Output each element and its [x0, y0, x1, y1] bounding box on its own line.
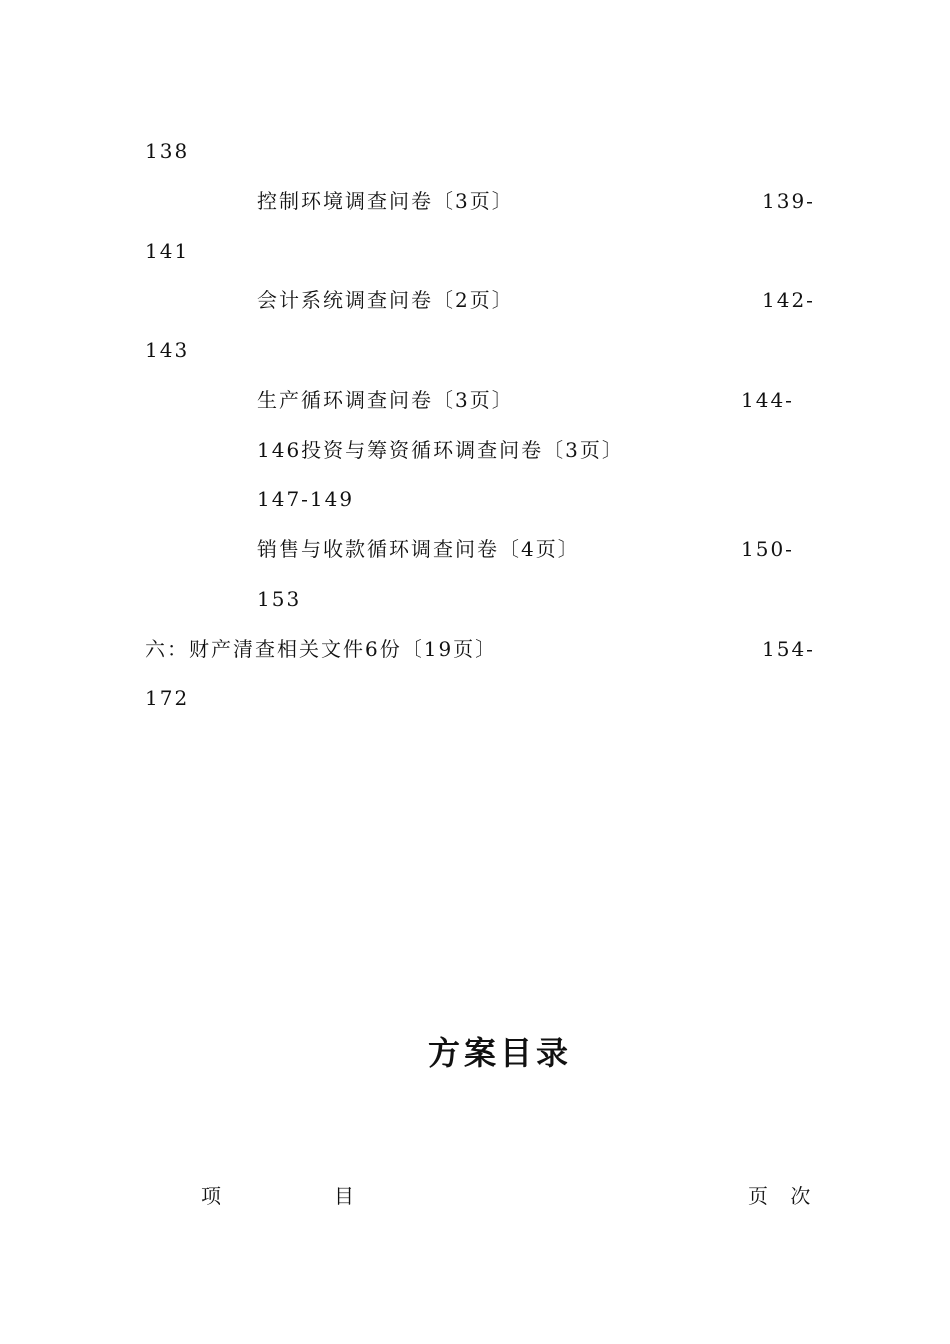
- header-pages-label: 页 次: [748, 1184, 819, 1208]
- toc-entry-label: 146投资与筹资循环调查问卷〔3页〕: [257, 438, 624, 462]
- toc-page-range-end: 141: [145, 239, 190, 263]
- header-item-label: 项: [201, 1184, 221, 1208]
- toc-entry-label: 生产循环调查问卷〔3页〕: [257, 388, 514, 412]
- toc-page-range-end: 172: [145, 686, 190, 710]
- toc-page-range: 147-149: [257, 487, 355, 511]
- toc-page-range-end: 153: [257, 587, 302, 611]
- toc-page-range-start: 150-: [741, 537, 794, 561]
- toc-page-range-start: 144-: [741, 388, 794, 412]
- toc-entry-label: 销售与收款循环调查问卷〔4页〕: [257, 537, 580, 561]
- toc-page-number: 138: [145, 139, 190, 163]
- toc-page-range-start: 142-: [762, 288, 815, 312]
- toc-entry-label: 控制环境调查问卷〔3页〕: [257, 189, 514, 213]
- toc-entry-label: 会计系统调查问卷〔2页〕: [257, 288, 514, 312]
- toc-page-range-end: 143: [145, 338, 190, 362]
- section-title: 方案目录: [427, 1034, 572, 1072]
- toc-section-entry: 六：财产清查相关文件6份〔19页〕: [145, 637, 498, 661]
- toc-page-range-start: 154-: [762, 637, 815, 661]
- header-item-label: 目: [334, 1184, 354, 1208]
- toc-page-range-start: 139-: [762, 189, 815, 213]
